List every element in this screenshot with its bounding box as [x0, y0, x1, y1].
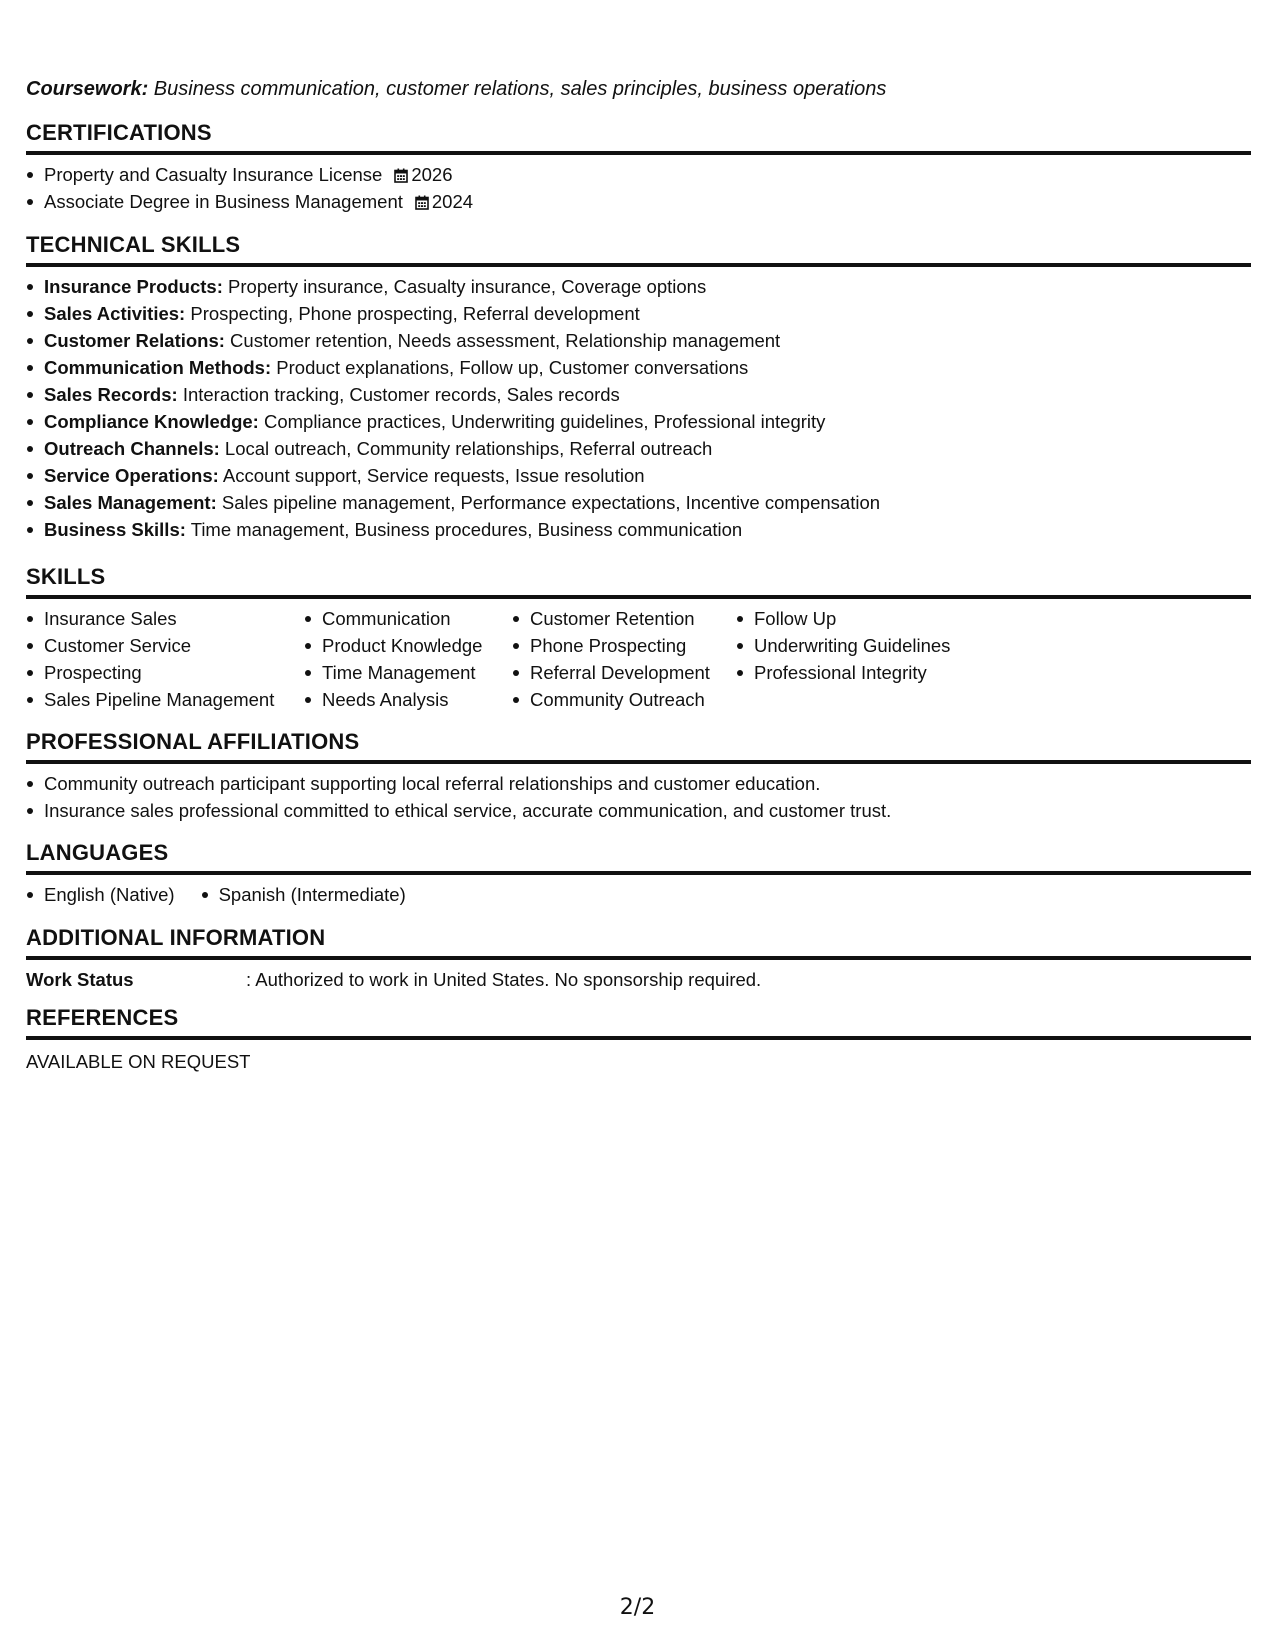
technical-skill-text: Customer retention, Needs assessment, Relationship management — [224, 330, 781, 351]
additional-info-section — [26, 925, 1251, 993]
coursework-line — [26, 78, 886, 101]
technical-skill-label: Sales Records: — [44, 384, 178, 405]
technical-skill-text: Compliance practices, Underwriting guidelines, Professional integrity — [258, 411, 826, 432]
technical-skill-item — [26, 300, 1251, 327]
skill-item: Sales Pipeline Management — [26, 686, 304, 713]
certification-name: Property and Casualty Insurance License — [44, 164, 383, 185]
technical-skill-text: Property insurance, Casualty insurance, Coverage options — [222, 276, 707, 297]
skill-item: Prospecting — [26, 659, 304, 686]
certifications-list — [26, 161, 1251, 215]
skills-column — [512, 605, 736, 713]
references-text: AVAILABLE ON REQUEST — [26, 1051, 251, 1072]
skill-item: Referral Development — [512, 659, 736, 686]
skill-item: Customer Retention — [512, 605, 736, 632]
skill-item: Professional Integrity — [736, 659, 1036, 686]
skill-item: Needs Analysis — [304, 686, 512, 713]
technical-skill-text: Prospecting, Phone prospecting, Referral development — [185, 303, 640, 324]
skills-column — [304, 605, 512, 713]
technical-skill-label: Insurance Products: — [44, 276, 223, 297]
work-status-label: Work Status — [26, 969, 134, 990]
references-section — [26, 1005, 1251, 1075]
skill-item: Time Management — [304, 659, 512, 686]
technical-skill-label: Sales Management: — [44, 492, 217, 513]
technical-skills-title: TECHNICAL SKILLS — [26, 232, 241, 257]
technical-skill-item — [26, 516, 1251, 543]
languages-section — [26, 840, 1251, 908]
technical-skill-item — [26, 408, 1251, 435]
technical-skill-item — [26, 273, 1251, 300]
skill-item: Communication — [304, 605, 512, 632]
languages-title: LANGUAGES — [26, 840, 169, 865]
skills-title: SKILLS — [26, 564, 106, 589]
skill-item: Product Knowledge — [304, 632, 512, 659]
technical-skill-text: Product explanations, Follow up, Customer conversations — [271, 357, 749, 378]
technical-skill-item — [26, 327, 1251, 354]
skill-item: Follow Up — [736, 605, 1036, 632]
certification-year: 2024 — [431, 191, 474, 212]
section-divider — [26, 760, 1251, 764]
section-divider — [26, 956, 1251, 960]
section-divider — [26, 595, 1251, 599]
affiliation-item: Insurance sales professional committed to ethical service, accurate communication, and customer trust. — [26, 797, 1251, 824]
skills-column — [736, 605, 1036, 713]
technical-skill-item — [26, 462, 1251, 489]
section-divider — [26, 151, 1251, 155]
skills-column — [26, 605, 304, 713]
technical-skill-text: Interaction tracking, Customer records, Sales records — [177, 384, 620, 405]
technical-skill-item — [26, 435, 1251, 462]
skill-item: Underwriting Guidelines — [736, 632, 1036, 659]
certification-item — [26, 161, 1251, 188]
skill-item: Insurance Sales — [26, 605, 304, 632]
technical-skill-label: Service Operations: — [44, 465, 219, 486]
skill-item: Community Outreach — [512, 686, 736, 713]
technical-skill-label: Outreach Channels: — [44, 438, 220, 459]
language-item: English (Native) — [26, 881, 175, 908]
coursework-text: Business communication, customer relations, sales principles, business operations — [148, 78, 887, 100]
certifications-title: CERTIFICATIONS — [26, 120, 212, 145]
skill-item: Customer Service — [26, 632, 304, 659]
skills-columns — [26, 605, 1251, 713]
certification-name: Associate Degree in Business Management — [44, 191, 403, 212]
page-number: 2/2 — [619, 1595, 656, 1620]
technical-skill-label: Business Skills: — [44, 519, 186, 540]
technical-skill-item — [26, 381, 1251, 408]
affiliations-title: PROFESSIONAL AFFILIATIONS — [26, 729, 360, 754]
technical-skill-label: Communication Methods: — [44, 357, 272, 378]
technical-skill-text: Account support, Service requests, Issue resolution — [218, 465, 645, 486]
coursework-label: Coursework: — [26, 78, 149, 100]
technical-skill-text: Local outreach, Community relationships, Referral outreach — [219, 438, 713, 459]
technical-skill-label: Compliance Knowledge: — [44, 411, 259, 432]
calendar-icon — [415, 195, 429, 210]
technical-skill-text: Time management, Business procedures, Business communication — [185, 519, 743, 540]
affiliation-item: Community outreach participant supporting local referral relationships and customer education. — [26, 770, 1251, 797]
technical-skills-list — [26, 273, 1251, 543]
technical-skill-item — [26, 354, 1251, 381]
certification-item — [26, 188, 1251, 215]
references-title: REFERENCES — [26, 1005, 179, 1030]
section-divider — [26, 263, 1251, 267]
skill-item: Phone Prospecting — [512, 632, 736, 659]
languages-list — [26, 881, 1251, 908]
language-item: Spanish (Intermediate) — [201, 881, 406, 908]
technical-skill-item — [26, 489, 1251, 516]
section-divider — [26, 1036, 1251, 1040]
affiliations-list — [26, 770, 1251, 824]
technical-skill-text: Sales pipeline management, Performance expectations, Incentive compensation — [216, 492, 881, 513]
affiliations-section — [26, 729, 1251, 824]
certification-year: 2026 — [411, 164, 453, 185]
technical-skills-section — [26, 232, 1251, 543]
work-status-row — [26, 966, 1251, 993]
calendar-icon — [394, 168, 408, 183]
technical-skill-label: Sales Activities: — [44, 303, 186, 324]
section-divider — [26, 871, 1251, 875]
technical-skill-label: Customer Relations: — [44, 330, 225, 351]
certifications-section — [26, 120, 1251, 215]
work-status-value: : Authorized to work in United States. No sponsorship required. — [246, 969, 762, 990]
additional-info-title: ADDITIONAL INFORMATION — [26, 925, 326, 950]
skills-section — [26, 564, 1251, 713]
